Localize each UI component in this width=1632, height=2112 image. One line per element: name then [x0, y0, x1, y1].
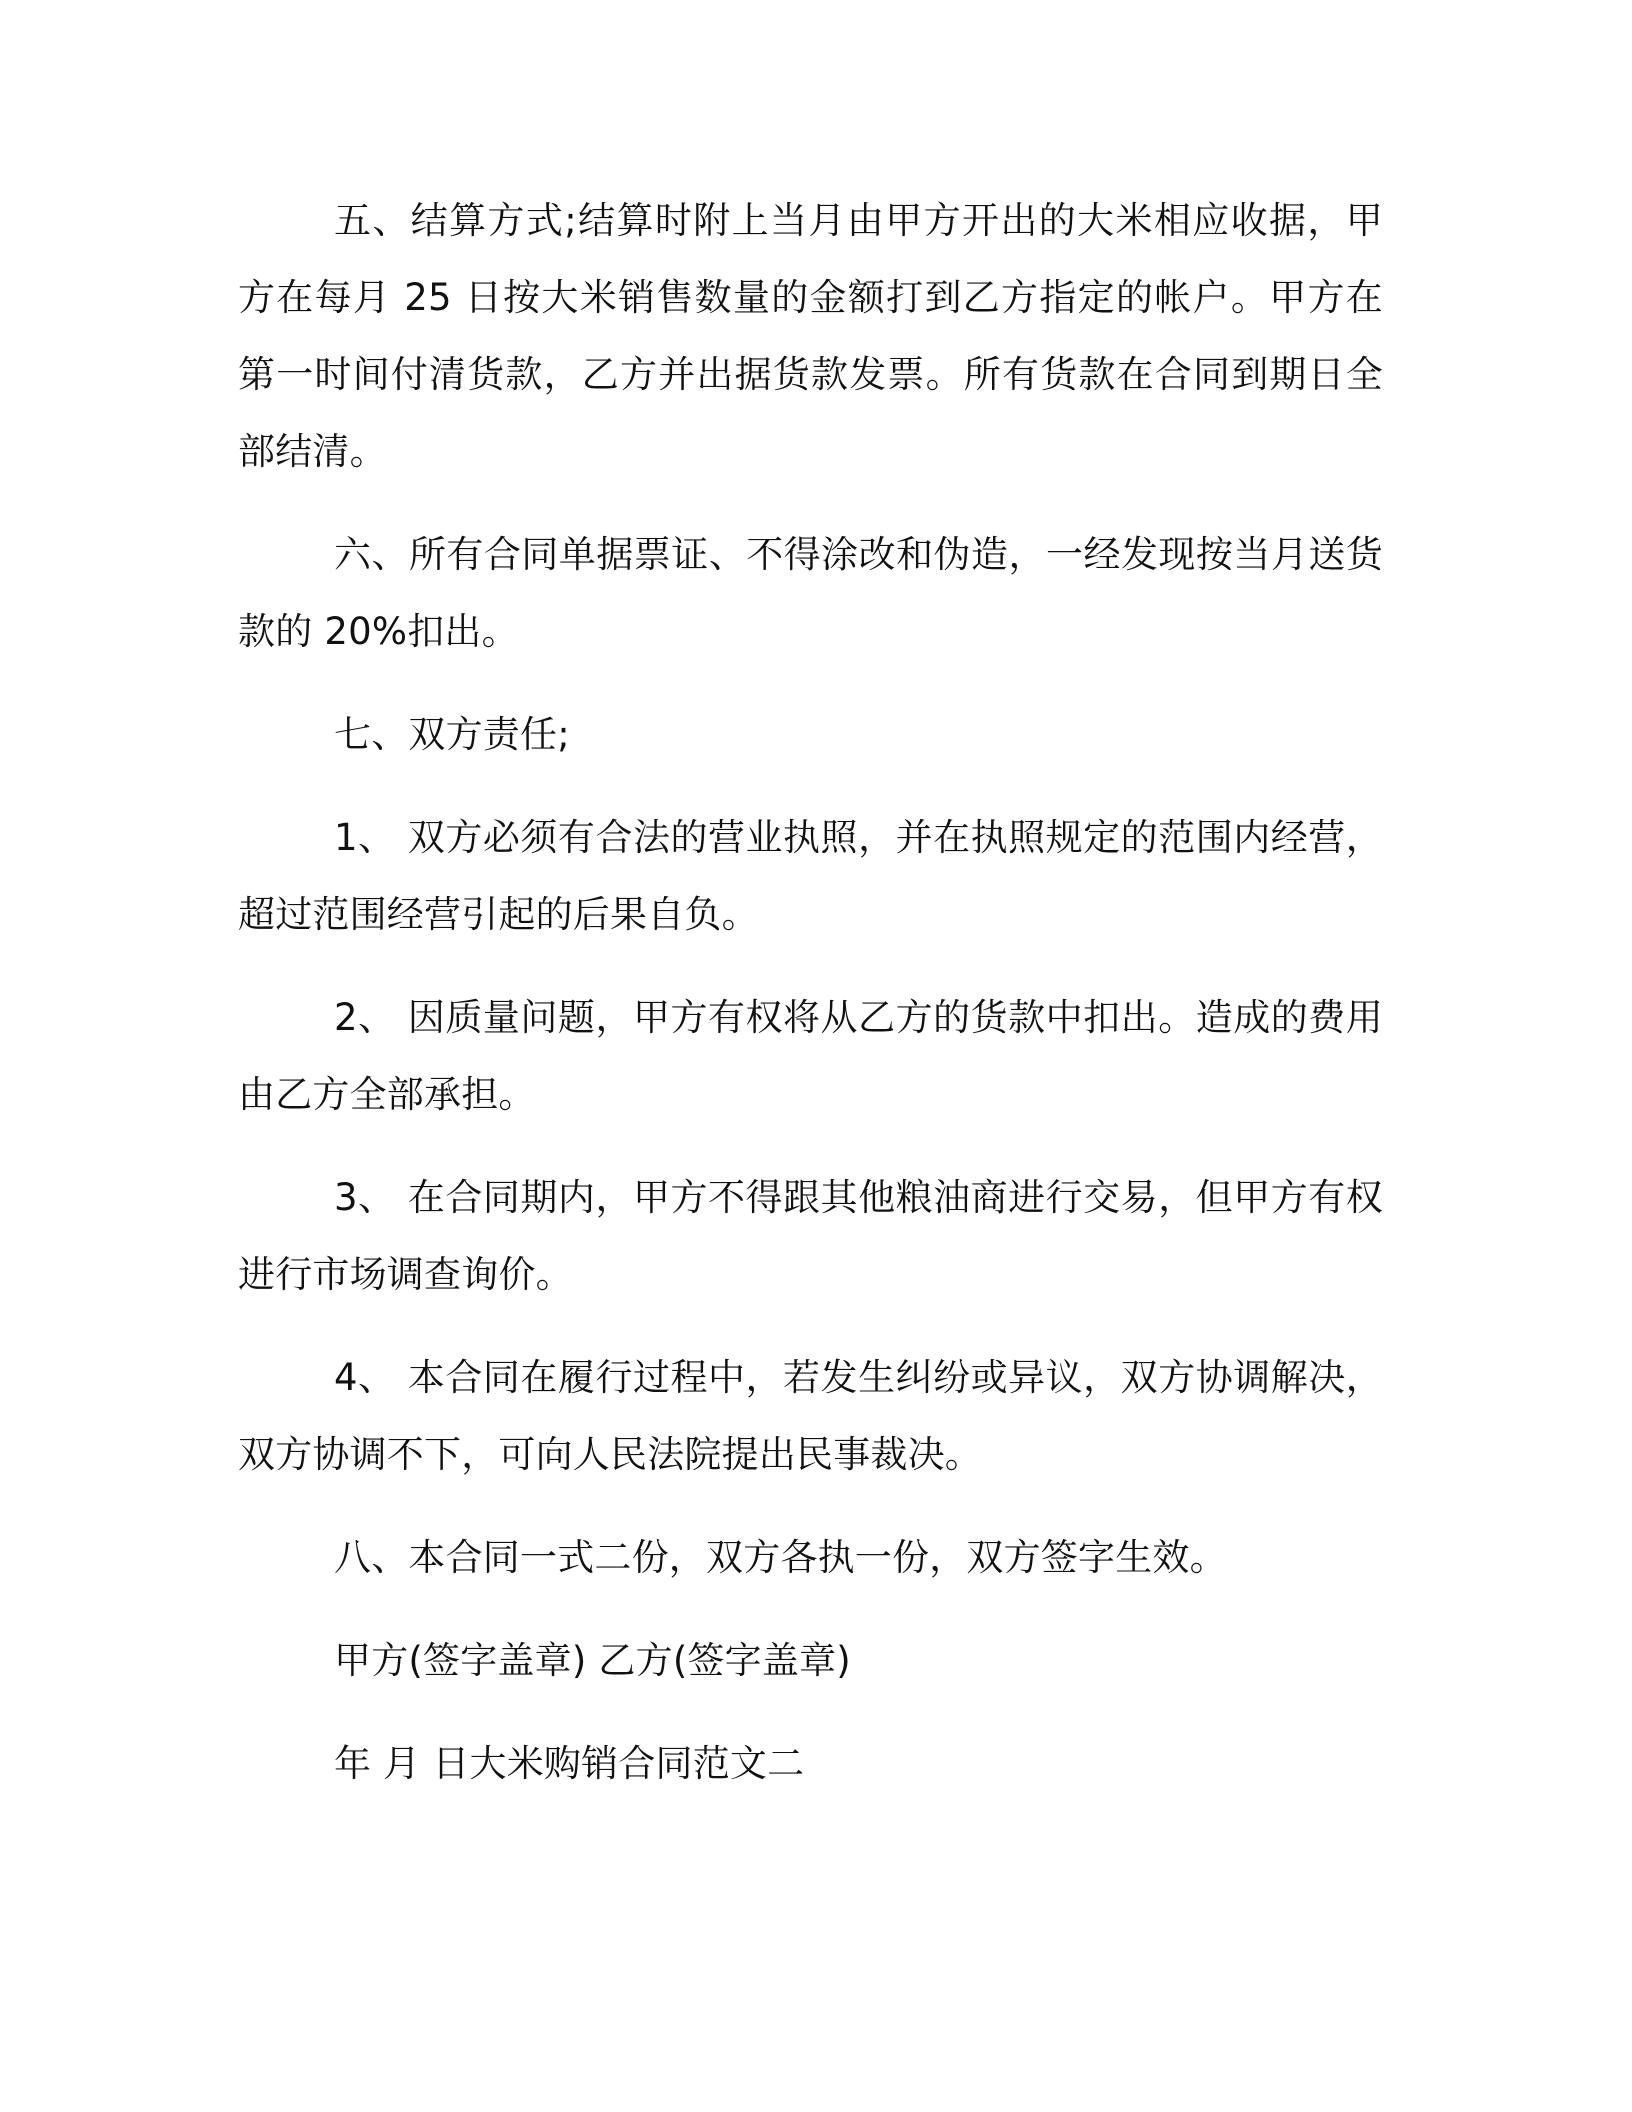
- clause-8-copies: 八、本合同一式二份，双方各执一份，双方签字生效。: [334, 1536, 1227, 1579]
- clause-7-item-2: 2、 因质量问题，甲方有权将从乙方的货款中扣出。造成的费用由乙方全部承担。: [238, 996, 1383, 1116]
- clause-7-heading: 七、双方责任;: [334, 713, 570, 756]
- clause-6-documents: 六、所有合同单据票证、不得涂改和伪造，一经发现按当月送货款的 20%扣出。: [238, 533, 1383, 653]
- signature-line: 甲方(签字盖章) 乙方(签字盖章): [334, 1639, 851, 1682]
- clause-7-item-4: 4、 本合同在履行过程中，若发生纠纷或异议，双方协调解决，双方协调不下，可向人民法院提出民事裁决。: [238, 1356, 1383, 1476]
- document-body: [238, 182, 1383, 1828]
- clause-7-item-1: 1、 双方必须有合法的营业执照，并在执照规定的范围内经营，超过范围经营引起的后果自负。: [238, 816, 1383, 936]
- date-and-next-title: 年 月 日大米购销合同范文二: [334, 1742, 805, 1785]
- clause-7-item-3: 3、 在合同期内，甲方不得跟其他粮油商进行交易，但甲方有权进行市场调查询价。: [238, 1176, 1383, 1296]
- clause-5-settlement: 五、结算方式;结算时附上当月由甲方开出的大米相应收据，甲方在每月 25 日按大米销售数量的金额打到乙方指定的帐户。甲方在第一时间付清货款，乙方并出据货款发票。所有货款在合同到期日全部结清。: [238, 199, 1383, 473]
